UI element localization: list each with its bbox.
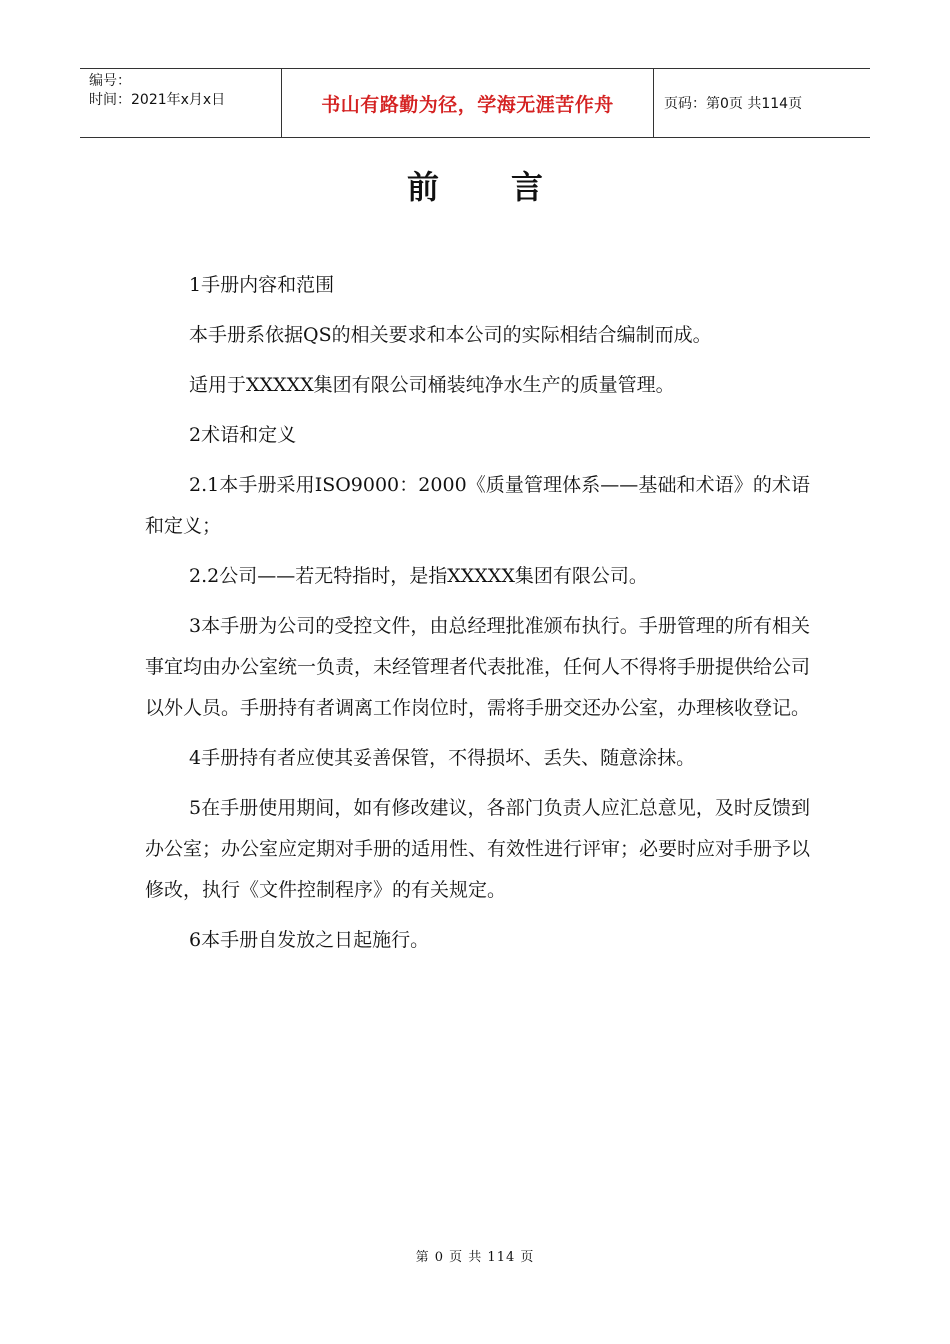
section-heading-terms: 2术语和定义 xyxy=(189,424,297,446)
page-footer: 第 0 页 共 114 页 xyxy=(415,1250,535,1265)
paragraph: 适用于XXXXX集团有限公司桶装纯净水生产的质量管理。 xyxy=(189,374,675,396)
paragraph: 3本手册为公司的受控文件，由总经理批准颁布执行。手册管理的所有相关事宜均由办公室统一负责，未经管理者代表批准，任何人不得将手册提供给公司以外人员。手册持有者调离工作岗位时，需将手册交还办公室，办理核收登记。 xyxy=(145,615,811,719)
page-title: 前言 xyxy=(406,168,615,206)
document-body xyxy=(145,265,810,970)
section-heading-scope: 1手册内容和范围 xyxy=(189,274,335,296)
document-number-label: 编号： xyxy=(89,73,131,89)
paragraph: 2.1本手册采用ISO9000：2000《质量管理体系——基础和术语》的术语和定义； xyxy=(145,474,810,537)
header-page-number: 页码：第0页 共114页 xyxy=(664,96,803,112)
paragraph: 4手册持有者应使其妥善保管，不得损坏、丢失、随意涂抹。 xyxy=(189,747,696,769)
paragraph: 5在手册使用期间，如有修改建议，各部门负责人应汇总意见，及时反馈到办公室；办公室应定期对手册的适用性、有效性进行评审；必要时应对手册予以修改，执行《文件控制程序》的有关规定。 xyxy=(145,797,811,901)
paragraph: 本手册系依据QS的相关要求和本公司的实际相结合编制而成。 xyxy=(189,324,712,346)
document-header xyxy=(80,68,870,138)
paragraph: 6本手册自发放之日起施行。 xyxy=(189,929,430,951)
header-meta xyxy=(80,69,281,137)
document-date: 时间：2021年x月x日 xyxy=(89,92,226,108)
paragraph: 2.2公司——若无特指时，是指XXXXX集团有限公司。 xyxy=(189,565,648,587)
header-motto: 书山有路勤为径，学海无涯苦作舟 xyxy=(281,69,654,137)
